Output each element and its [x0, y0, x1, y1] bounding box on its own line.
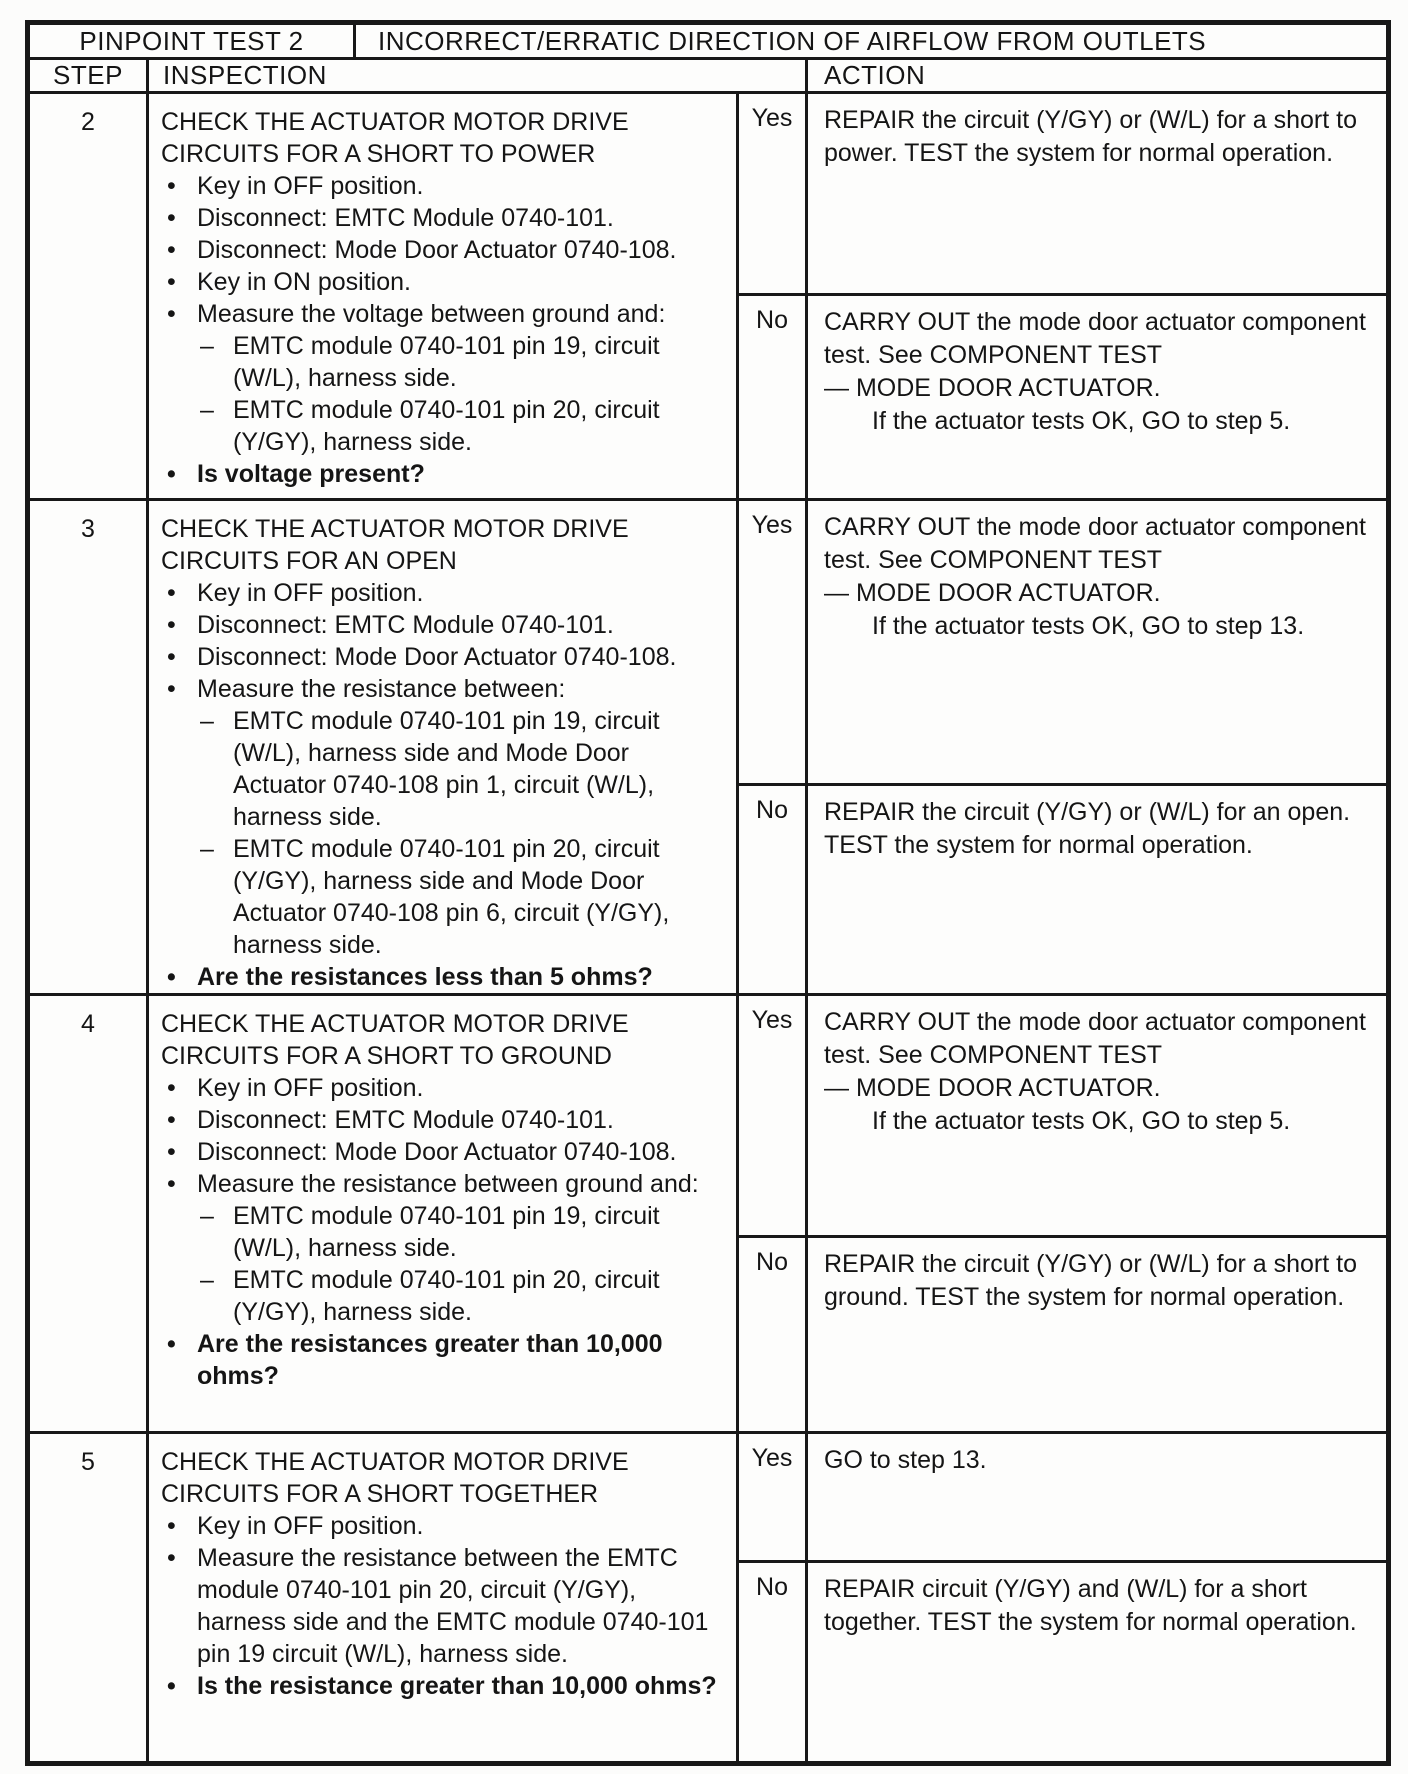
answer-label-yes: Yes — [739, 501, 808, 783]
step-row-2 — [30, 94, 1386, 501]
pinpoint-test-table — [25, 20, 1391, 1766]
inspection-bullet: • Disconnect: EMTC Module 0740-101. — [161, 202, 726, 234]
action-cell — [808, 1563, 1386, 1761]
inspection-cell — [149, 501, 739, 993]
step-number: 3 — [30, 501, 149, 993]
inspection-cell — [149, 94, 739, 498]
answer-label-no: No — [739, 786, 808, 993]
inspection-bullet: • Measure the resistance between the EMTC module 0740-101 pin 20, circuit (Y/GY), harness side and the EMTC module 0740-101 pin 19 circuit (W/L), harness side. — [161, 1542, 726, 1670]
no-row — [739, 296, 1386, 498]
action-cell — [808, 501, 1386, 783]
inspection-bullet: • Key in OFF position. — [161, 577, 726, 609]
pinpoint-test-label: PINPOINT TEST 2 — [30, 25, 356, 57]
inspection-bullet: • Measure the voltage between ground and: — [161, 298, 726, 330]
answer-label-no: No — [739, 1238, 808, 1431]
action-cell — [808, 94, 1386, 293]
inspection-cell — [149, 1434, 739, 1761]
action-text: REPAIR the circuit (Y/GY) or (W/L) for a short to ground. TEST the system for normal operation. — [824, 1250, 1357, 1311]
step-row-3 — [30, 501, 1386, 996]
step-number: 5 — [30, 1434, 149, 1761]
inspection-subitem: – EMTC module 0740-101 pin 20, circuit (Y/GY), harness side. — [161, 394, 726, 458]
inspection-subitem: – EMTC module 0740-101 pin 19, circuit (W/L), harness side. — [161, 1200, 726, 1264]
inspection-title: CHECK THE ACTUATOR MOTOR DRIVE CIRCUITS FOR A SHORT TOGETHER — [161, 1448, 629, 1508]
action-text: CARRY OUT the mode door actuator component test. See COMPONENT TEST — [824, 513, 1366, 574]
inspection-bullet: • Key in ON position. — [161, 266, 726, 298]
action-column-header: ACTION — [824, 60, 926, 90]
step-row-5 — [30, 1434, 1386, 1761]
answer-label-yes: Yes — [739, 94, 808, 293]
inspection-bullet: • Disconnect: Mode Door Actuator 0740-108. — [161, 641, 726, 673]
action-dash-line: — MODE DOOR ACTUATOR. — [824, 1074, 1161, 1102]
inspection-bullet: • Disconnect: EMTC Module 0740-101. — [161, 1104, 726, 1136]
action-dash-line: — MODE DOOR ACTUATOR. — [824, 579, 1161, 607]
yes-row — [739, 1434, 1386, 1563]
answers-column — [739, 501, 1386, 993]
test-title: INCORRECT/ERRATIC DIRECTION OF AIRFLOW FROM OUTLETS — [378, 25, 1207, 56]
no-row — [739, 1238, 1386, 1431]
inspection-subitem: – EMTC module 0740-101 pin 20, circuit (Y/GY), harness side and Mode Door Actuator 0740-108 pin 6, circuit (Y/GY), harness side. — [161, 833, 726, 961]
inspection-question: • Are the resistances less than 5 ohms? — [161, 961, 726, 993]
inspection-bullet: • Key in OFF position. — [161, 1510, 726, 1542]
no-row — [739, 786, 1386, 993]
inspection-bullet: • Key in OFF position. — [161, 170, 726, 202]
answer-label-no: No — [739, 296, 808, 498]
action-note: If the actuator tests OK, GO to step 5. — [872, 1107, 1291, 1135]
inspection-cell — [149, 996, 739, 1431]
inspection-title: CHECK THE ACTUATOR MOTOR DRIVE CIRCUITS FOR A SHORT TO GROUND — [161, 1010, 629, 1070]
action-text: GO to step 13. — [824, 1446, 987, 1474]
inspection-title: CHECK THE ACTUATOR MOTOR DRIVE CIRCUITS FOR A SHORT TO POWER — [161, 108, 629, 168]
inspection-subitem: – EMTC module 0740-101 pin 19, circuit (W/L), harness side and Mode Door Actuator 0740-108 pin 1, circuit (W/L), harness side. — [161, 705, 726, 833]
action-cell — [808, 296, 1386, 498]
inspection-column-header: INSPECTION — [149, 60, 808, 91]
action-text: REPAIR circuit (Y/GY) and (W/L) for a short together. TEST the system for normal operation. — [824, 1575, 1357, 1636]
column-header-row — [30, 60, 1386, 94]
answer-label-yes: Yes — [739, 996, 808, 1235]
action-text: CARRY OUT the mode door actuator component test. See COMPONENT TEST — [824, 308, 1366, 369]
step-column-header: STEP — [30, 60, 149, 91]
action-cell — [808, 786, 1386, 993]
yes-row — [739, 94, 1386, 296]
no-row — [739, 1563, 1386, 1761]
inspection-subitem: – EMTC module 0740-101 pin 20, circuit (Y/GY), harness side. — [161, 1264, 726, 1328]
inspection-question: • Is voltage present? — [161, 458, 726, 490]
answers-column — [739, 1434, 1386, 1761]
action-cell — [808, 1434, 1386, 1560]
yes-row — [739, 996, 1386, 1238]
answer-label-yes: Yes — [739, 1434, 808, 1560]
action-note: If the actuator tests OK, GO to step 13. — [872, 612, 1305, 640]
inspection-question: • Are the resistances greater than 10,000 ohms? — [161, 1328, 726, 1392]
answers-column — [739, 94, 1386, 498]
inspection-bullet: • Disconnect: Mode Door Actuator 0740-108. — [161, 1136, 726, 1168]
inspection-subitem: – EMTC module 0740-101 pin 19, circuit (W/L), harness side. — [161, 330, 726, 394]
inspection-bullet: • Measure the resistance between ground and: — [161, 1168, 726, 1200]
inspection-bullet: • Disconnect: Mode Door Actuator 0740-108. — [161, 234, 726, 266]
action-dash-line: — MODE DOOR ACTUATOR. — [824, 374, 1161, 402]
action-cell — [808, 1238, 1386, 1431]
inspection-bullet: • Key in OFF position. — [161, 1072, 726, 1104]
answer-label-no: No — [739, 1563, 808, 1761]
action-note: If the actuator tests OK, GO to step 5. — [872, 407, 1291, 435]
inspection-title: CHECK THE ACTUATOR MOTOR DRIVE CIRCUITS FOR AN OPEN — [161, 515, 629, 575]
action-text: CARRY OUT the mode door actuator component test. See COMPONENT TEST — [824, 1008, 1366, 1069]
answers-column — [739, 996, 1386, 1431]
inspection-question: • Is the resistance greater than 10,000 ohms? — [161, 1670, 726, 1702]
inspection-bullet: • Measure the resistance between: — [161, 673, 726, 705]
step-number: 4 — [30, 996, 149, 1431]
step-row-4 — [30, 996, 1386, 1434]
inspection-bullet: • Disconnect: EMTC Module 0740-101. — [161, 609, 726, 641]
table-header-row — [30, 25, 1386, 60]
action-text: REPAIR the circuit (Y/GY) or (W/L) for a short to power. TEST the system for normal operation. — [824, 106, 1357, 167]
step-number: 2 — [30, 94, 149, 498]
action-cell — [808, 996, 1386, 1235]
yes-row — [739, 501, 1386, 786]
action-text: REPAIR the circuit (Y/GY) or (W/L) for an open. TEST the system for normal operation. — [824, 798, 1351, 859]
